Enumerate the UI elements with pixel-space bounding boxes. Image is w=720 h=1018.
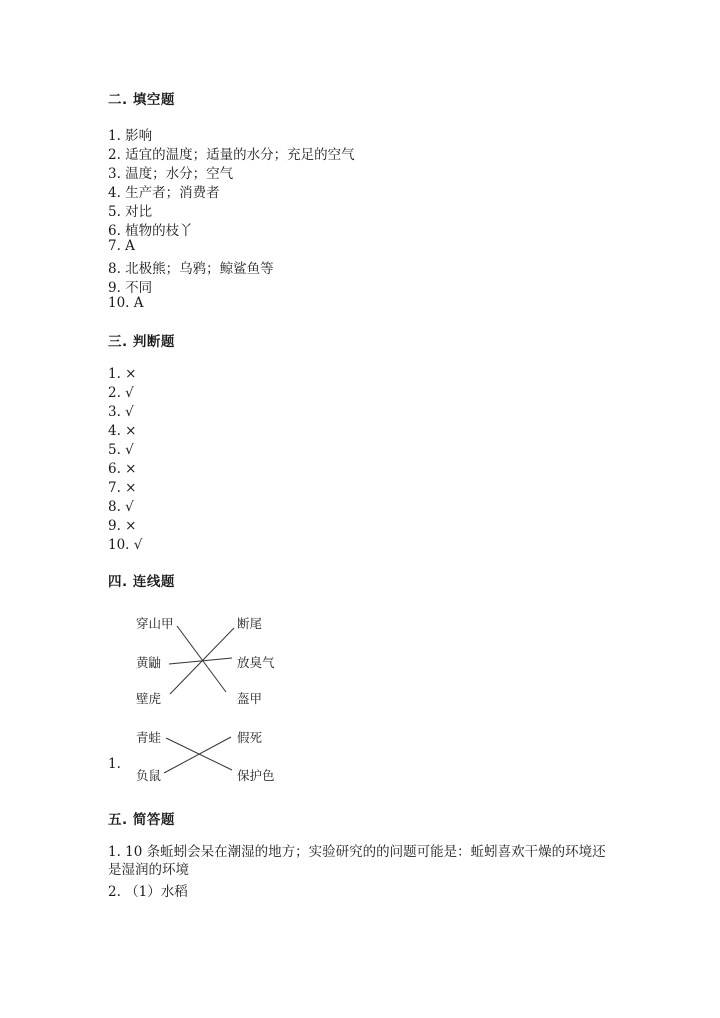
judge-answer-2: 2. √: [108, 385, 134, 401]
fill-answer-3: 3. 温度；水分；空气: [108, 166, 234, 182]
judge-answer-8: 8. √: [108, 499, 134, 515]
judge-answer-6: 6. ×: [108, 461, 137, 477]
line-fushu-jiasi: [164, 737, 231, 773]
judge-answer-10: 10. √: [108, 537, 143, 553]
fill-answer-2: 2. 适宜的温度；适量的水分；充足的空气: [108, 147, 355, 163]
match-right-4: 假死: [237, 730, 263, 745]
match-left-3: 壁虎: [136, 691, 162, 706]
fill-answer-10: 10. A: [108, 295, 144, 311]
short-answer-2: 2. （1）水稻: [108, 884, 188, 900]
match-right-3: 盔甲: [237, 691, 263, 706]
fill-answer-6: 6. 植物的枝丫: [108, 223, 193, 239]
fill-answer-1: 1. 影响: [108, 128, 153, 144]
short-answer-1: 1. 10 条蚯蚓会呆在潮湿的地方；实验研究的的问题可能是：蚯蚓喜欢干燥的环境还是湿润的环境: [108, 844, 606, 878]
fill-answer-9: 9. 不同: [108, 280, 153, 296]
match-item-number: 1.: [108, 756, 121, 772]
judge-answer-4: 4. ×: [108, 423, 137, 439]
section-title-matching: 四. 连线题: [108, 574, 175, 590]
match-left-2: 黄鼬: [136, 655, 162, 670]
judge-answer-7: 7. ×: [108, 480, 137, 496]
line-qingwa-baohuse: [166, 738, 232, 770]
section-title-fill-blank: 二. 填空题: [108, 92, 175, 108]
line-chuanshanjia-kuijia: [177, 626, 226, 692]
judge-answer-5: 5. √: [108, 442, 134, 458]
fill-answer-4: 4. 生产者；消费者: [108, 185, 220, 201]
match-right-2: 放臭气: [237, 655, 275, 670]
match-right-1: 断尾: [237, 616, 263, 631]
match-left-5: 负鼠: [136, 768, 162, 783]
line-huangyou-fangchouqi: [169, 658, 232, 664]
match-left-1: 穿山甲: [136, 616, 174, 631]
match-right-5: 保护色: [237, 768, 275, 783]
section-title-short-answer: 五. 简答题: [108, 812, 175, 828]
judge-answer-3: 3. √: [108, 404, 134, 420]
fill-answer-5: 5. 对比: [108, 204, 153, 220]
fill-answer-7: 7. A: [108, 238, 135, 254]
match-left-4: 青蛙: [136, 730, 162, 745]
fill-answer-8: 8. 北极熊；乌鸦；鲸鲨鱼等: [108, 261, 274, 277]
judge-answer-9: 9. ×: [108, 518, 137, 534]
section-title-true-false: 三. 判断题: [108, 334, 175, 350]
line-bihu-duanwei: [170, 628, 234, 694]
judge-answer-1: 1. ×: [108, 366, 137, 382]
